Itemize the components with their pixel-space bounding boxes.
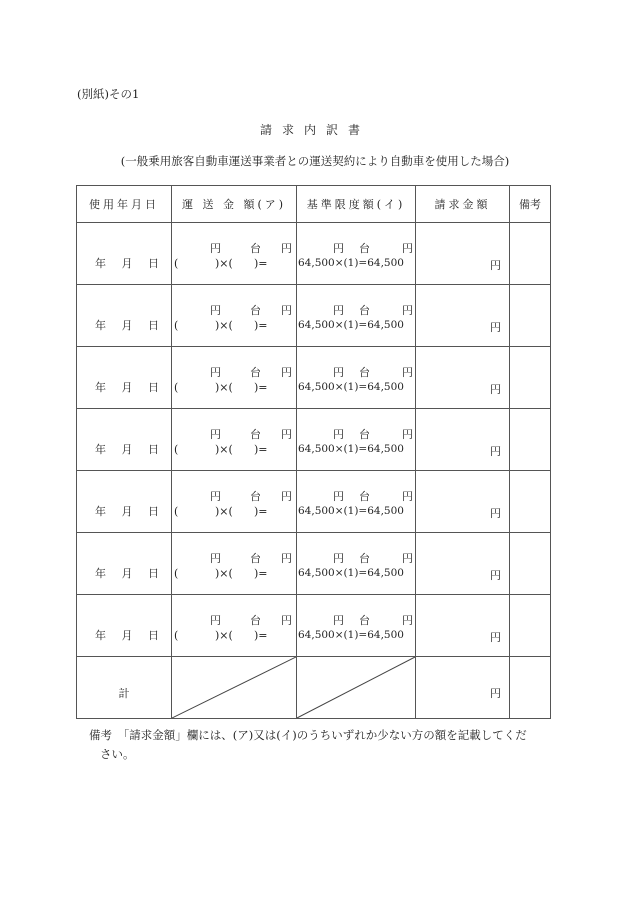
remarks-cell[interactable] bbox=[510, 223, 551, 285]
fare-formula-part: )×( bbox=[215, 567, 233, 580]
total-fare-cell bbox=[172, 657, 297, 719]
date-placeholder: 年 月 日 bbox=[95, 257, 165, 270]
fare-formula-part: )= bbox=[254, 443, 268, 456]
table-row bbox=[77, 471, 551, 533]
yen-unit: 円 bbox=[210, 490, 221, 503]
fare-amount-cell[interactable] bbox=[172, 285, 297, 347]
date-placeholder: 年 月 日 bbox=[95, 319, 165, 332]
table-row bbox=[77, 285, 551, 347]
yen-unit: 円 bbox=[210, 242, 221, 255]
yen-unit: 円 bbox=[333, 242, 344, 255]
fare-formula-part: )= bbox=[254, 629, 268, 642]
yen-unit: 円 bbox=[210, 366, 221, 379]
total-claim-cell[interactable] bbox=[416, 657, 510, 719]
total-remarks-cell[interactable] bbox=[510, 657, 551, 719]
note-line-2: さい。 bbox=[100, 747, 135, 761]
table-row bbox=[77, 347, 551, 409]
total-label-cell bbox=[77, 657, 172, 719]
fare-formula-part: ( bbox=[174, 629, 179, 642]
fare-formula-part: )×( bbox=[215, 505, 233, 518]
header-fare-amount: 運 送 金 額(ア) bbox=[172, 186, 297, 223]
usage-date-cell[interactable] bbox=[77, 595, 172, 657]
date-placeholder: 年 月 日 bbox=[95, 381, 165, 394]
header-usage-date: 使用年月日 bbox=[77, 186, 172, 223]
limit-formula: 64,500×(1)=64,500 bbox=[298, 443, 404, 455]
usage-date-cell[interactable] bbox=[77, 223, 172, 285]
fare-amount-cell[interactable] bbox=[172, 533, 297, 595]
usage-date-cell[interactable] bbox=[77, 409, 172, 471]
limit-formula: 64,500×(1)=64,500 bbox=[298, 257, 404, 269]
diagonal-strike bbox=[297, 657, 415, 718]
yen-unit: 円 bbox=[333, 490, 344, 503]
vehicle-unit: 台 bbox=[250, 366, 261, 379]
claim-amount-cell[interactable] bbox=[416, 347, 510, 409]
yen-unit: 円 bbox=[281, 304, 292, 317]
claim-amount-cell[interactable] bbox=[416, 533, 510, 595]
table-row bbox=[77, 409, 551, 471]
vehicle-unit: 台 bbox=[359, 614, 370, 627]
fare-amount-cell[interactable] bbox=[172, 595, 297, 657]
vehicle-unit: 台 bbox=[250, 614, 261, 627]
claim-yen-unit: 円 bbox=[490, 383, 501, 396]
document-subtitle: (一般乗用旅客自動車運送事業者との運送契約により自動車を使用した場合) bbox=[120, 154, 510, 168]
limit-formula: 64,500×(1)=64,500 bbox=[298, 567, 404, 579]
vehicle-unit: 台 bbox=[250, 552, 261, 565]
vehicle-unit: 台 bbox=[359, 366, 370, 379]
fare-formula-part: )= bbox=[254, 567, 268, 580]
yen-unit: 円 bbox=[210, 552, 221, 565]
total-yen-unit: 円 bbox=[490, 687, 501, 700]
yen-unit: 円 bbox=[402, 614, 413, 627]
standard-limit-cell bbox=[297, 471, 416, 533]
date-placeholder: 年 月 日 bbox=[95, 629, 165, 642]
limit-formula: 64,500×(1)=64,500 bbox=[298, 629, 404, 641]
limit-formula: 64,500×(1)=64,500 bbox=[298, 505, 404, 517]
fare-amount-cell[interactable] bbox=[172, 409, 297, 471]
yen-unit: 円 bbox=[210, 428, 221, 441]
yen-unit: 円 bbox=[333, 428, 344, 441]
fare-amount-cell[interactable] bbox=[172, 223, 297, 285]
usage-date-cell[interactable] bbox=[77, 471, 172, 533]
yen-unit: 円 bbox=[402, 242, 413, 255]
claim-yen-unit: 円 bbox=[490, 259, 501, 272]
remarks-cell[interactable] bbox=[510, 285, 551, 347]
fare-formula-part: )×( bbox=[215, 381, 233, 394]
vehicle-unit: 台 bbox=[250, 242, 261, 255]
header-remarks: 備考 bbox=[510, 186, 551, 223]
fare-formula-part: )×( bbox=[215, 443, 233, 456]
claim-yen-unit: 円 bbox=[490, 445, 501, 458]
fare-formula-part: )= bbox=[254, 505, 268, 518]
vehicle-unit: 台 bbox=[359, 242, 370, 255]
yen-unit: 円 bbox=[402, 552, 413, 565]
standard-limit-cell bbox=[297, 533, 416, 595]
date-placeholder: 年 月 日 bbox=[95, 505, 165, 518]
remarks-cell[interactable] bbox=[510, 347, 551, 409]
total-row bbox=[77, 657, 551, 719]
header-standard-limit: 基準限度額(イ) bbox=[297, 186, 416, 223]
standard-limit-cell bbox=[297, 409, 416, 471]
claim-amount-cell[interactable] bbox=[416, 223, 510, 285]
vehicle-unit: 台 bbox=[250, 428, 261, 441]
standard-limit-cell bbox=[297, 285, 416, 347]
claim-amount-cell[interactable] bbox=[416, 285, 510, 347]
vehicle-unit: 台 bbox=[250, 490, 261, 503]
fare-formula-part: ( bbox=[174, 381, 179, 394]
table-row bbox=[77, 223, 551, 285]
remarks-cell[interactable] bbox=[510, 595, 551, 657]
yen-unit: 円 bbox=[281, 242, 292, 255]
standard-limit-cell bbox=[297, 223, 416, 285]
vehicle-unit: 台 bbox=[359, 552, 370, 565]
fare-formula-part: )×( bbox=[215, 319, 233, 332]
claim-yen-unit: 円 bbox=[490, 507, 501, 520]
yen-unit: 円 bbox=[333, 304, 344, 317]
yen-unit: 円 bbox=[281, 552, 292, 565]
standard-limit-cell bbox=[297, 595, 416, 657]
yen-unit: 円 bbox=[281, 614, 292, 627]
remarks-cell[interactable] bbox=[510, 533, 551, 595]
fare-amount-cell[interactable] bbox=[172, 347, 297, 409]
yen-unit: 円 bbox=[333, 614, 344, 627]
fare-formula-part: ( bbox=[174, 567, 179, 580]
fare-formula-part: )= bbox=[254, 257, 268, 270]
usage-date-cell[interactable] bbox=[77, 285, 172, 347]
claim-amount-cell[interactable] bbox=[416, 471, 510, 533]
attachment-label: (別紙)その1 bbox=[77, 87, 140, 101]
yen-unit: 円 bbox=[333, 366, 344, 379]
claim-amount-cell[interactable] bbox=[416, 595, 510, 657]
fare-amount-cell[interactable] bbox=[172, 471, 297, 533]
remarks-cell[interactable] bbox=[510, 471, 551, 533]
fare-formula-part: )= bbox=[254, 381, 268, 394]
vehicle-unit: 台 bbox=[250, 304, 261, 317]
note-line-1: 備考 「請求金額」欄には、(ア)又は(イ)のうちいずれか少ない方の額を記載してくだ bbox=[89, 728, 527, 742]
limit-formula: 64,500×(1)=64,500 bbox=[298, 381, 404, 393]
fare-formula-part: )×( bbox=[215, 629, 233, 642]
vehicle-unit: 台 bbox=[359, 490, 370, 503]
claim-breakdown-table bbox=[76, 185, 551, 719]
yen-unit: 円 bbox=[402, 428, 413, 441]
document-title: 請求内訳書 bbox=[259, 123, 370, 137]
limit-formula: 64,500×(1)=64,500 bbox=[298, 319, 404, 331]
usage-date-cell[interactable] bbox=[77, 533, 172, 595]
total-label: 計 bbox=[118, 687, 130, 700]
date-placeholder: 年 月 日 bbox=[95, 443, 165, 456]
yen-unit: 円 bbox=[210, 304, 221, 317]
table-row bbox=[77, 595, 551, 657]
vehicle-unit: 台 bbox=[359, 304, 370, 317]
total-limit-cell bbox=[297, 657, 416, 719]
yen-unit: 円 bbox=[402, 490, 413, 503]
fare-formula-part: )= bbox=[254, 319, 268, 332]
fare-formula-part: ( bbox=[174, 319, 179, 332]
yen-unit: 円 bbox=[281, 428, 292, 441]
claim-yen-unit: 円 bbox=[490, 321, 501, 334]
standard-limit-cell bbox=[297, 347, 416, 409]
vehicle-unit: 台 bbox=[359, 428, 370, 441]
table-header-row bbox=[77, 186, 551, 223]
claim-yen-unit: 円 bbox=[490, 569, 501, 582]
header-claim-amount: 請求金額 bbox=[416, 186, 510, 223]
yen-unit: 円 bbox=[402, 304, 413, 317]
remarks-cell[interactable] bbox=[510, 409, 551, 471]
date-placeholder: 年 月 日 bbox=[95, 567, 165, 580]
fare-formula-part: ( bbox=[174, 443, 179, 456]
yen-unit: 円 bbox=[281, 366, 292, 379]
fare-formula-part: )×( bbox=[215, 257, 233, 270]
yen-unit: 円 bbox=[210, 614, 221, 627]
claim-amount-cell[interactable] bbox=[416, 409, 510, 471]
fare-formula-part: ( bbox=[174, 505, 179, 518]
table-row bbox=[77, 533, 551, 595]
diagonal-strike bbox=[172, 657, 296, 718]
fare-formula-part: ( bbox=[174, 257, 179, 270]
yen-unit: 円 bbox=[281, 490, 292, 503]
yen-unit: 円 bbox=[402, 366, 413, 379]
yen-unit: 円 bbox=[333, 552, 344, 565]
usage-date-cell[interactable] bbox=[77, 347, 172, 409]
claim-yen-unit: 円 bbox=[490, 631, 501, 644]
